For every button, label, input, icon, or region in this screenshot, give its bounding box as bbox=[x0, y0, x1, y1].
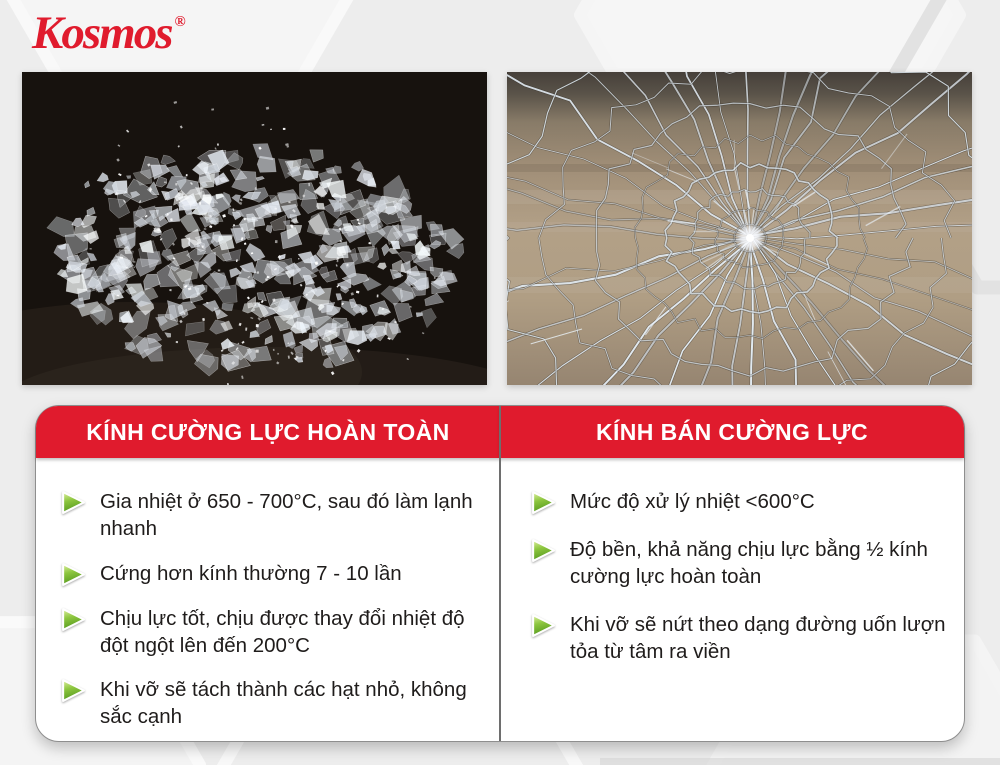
list-item-text: Độ bền, khả năng chịu lực bằng ½ kính cường lực hoàn toàn bbox=[570, 538, 928, 589]
semi-tempered-header: KÍNH BÁN CƯỜNG LỰC bbox=[500, 406, 964, 458]
fully-tempered-column bbox=[36, 406, 500, 741]
fully-tempered-list bbox=[36, 458, 500, 731]
list-item-text: Khi vỡ sẽ tách thành các hạt nhỏ, không sắc cạnh bbox=[100, 678, 467, 729]
list-item bbox=[530, 611, 946, 666]
semi-tempered-list bbox=[500, 458, 964, 665]
list-item-text: Gia nhiệt ở 650 - 700°C, sau đó làm lạnh nhanh bbox=[100, 490, 473, 541]
list-item bbox=[60, 605, 482, 660]
column-divider bbox=[499, 406, 501, 741]
list-item-text: Mức độ xử lý nhiệt <600°C bbox=[570, 490, 815, 513]
green-play-arrow-icon bbox=[530, 489, 557, 516]
list-item bbox=[530, 536, 946, 591]
list-item-text: Khi vỡ sẽ nứt theo dạng đường uốn lượn tỏa từ tâm ra viền bbox=[570, 612, 946, 663]
list-item bbox=[60, 560, 482, 588]
kosmos-logo-text: Kosmos bbox=[32, 7, 172, 59]
green-play-arrow-icon bbox=[60, 561, 87, 588]
comparison-card bbox=[35, 405, 965, 742]
green-play-arrow-icon bbox=[60, 677, 87, 704]
list-item bbox=[60, 488, 482, 543]
green-play-arrow-icon bbox=[60, 489, 87, 516]
green-play-arrow-icon bbox=[530, 537, 557, 564]
tempered-glass-fragments-photo bbox=[22, 72, 487, 385]
fully-tempered-header: KÍNH CƯỜNG LỰC HOÀN TOÀN bbox=[36, 406, 500, 458]
green-play-arrow-icon bbox=[60, 606, 87, 633]
cracked-glass-photo bbox=[507, 72, 972, 385]
list-item-text: Chịu lực tốt, chịu được thay đổi nhiệt độ đột ngột lên đến 200°C bbox=[100, 606, 465, 657]
list-item bbox=[530, 488, 946, 516]
list-item bbox=[60, 676, 482, 731]
kosmos-logo bbox=[32, 7, 186, 60]
green-play-arrow-icon bbox=[530, 612, 557, 639]
registered-trademark-icon: ® bbox=[174, 14, 186, 30]
semi-tempered-column bbox=[500, 406, 964, 741]
list-item-text: Cứng hơn kính thường 7 - 10 lần bbox=[100, 561, 402, 585]
